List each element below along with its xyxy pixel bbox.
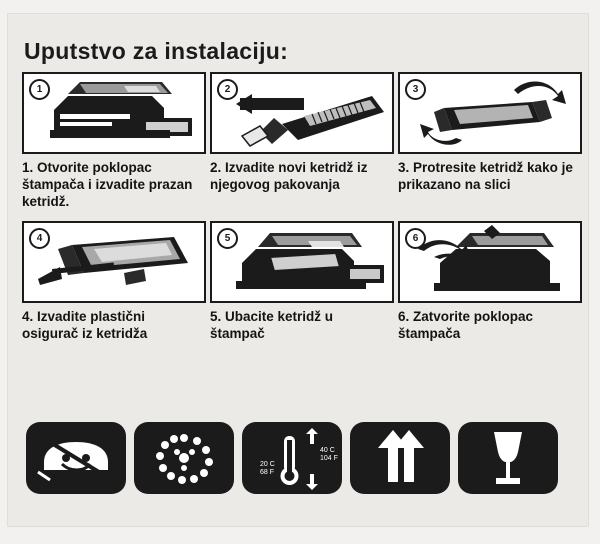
step-5 [210, 221, 390, 346]
this-side-up-icon [350, 422, 450, 494]
step-6-panel [398, 221, 582, 303]
no-direct-sunlight-icon [26, 422, 126, 494]
step-3-panel [398, 72, 582, 154]
step-4 [22, 221, 202, 346]
step-4-panel [22, 221, 206, 303]
printer-open-lid-icon [24, 74, 204, 152]
step-3-caption: 3. Protresite ketridž kako je prikazano na slici [398, 160, 573, 192]
steps-grid [22, 72, 578, 352]
step-1 [22, 72, 202, 215]
step-1-badge: 1 [29, 79, 50, 100]
step-2 [210, 72, 390, 215]
steps-row-top [22, 72, 578, 215]
step-3 [398, 72, 578, 215]
step-2-badge: 2 [217, 79, 238, 100]
fragile-handle-with-care-icon [458, 422, 558, 494]
svg-text:40 C: 40 C [320, 447, 335, 454]
svg-text:68 F: 68 F [260, 469, 275, 476]
step-2-panel [210, 72, 394, 154]
step-3-badge: 3 [405, 79, 426, 100]
page-title: Uputstvo za instalaciju: [24, 38, 289, 64]
step-6-badge: 6 [405, 228, 426, 249]
instruction-label [8, 14, 588, 526]
handling-symbols-strip [26, 422, 558, 494]
step-1-caption: 1. Otvorite poklopac štampača i izvadite prazan ketridž. [22, 160, 193, 209]
svg-text:20 C: 20 C [260, 461, 275, 468]
svg-text:104 F: 104 F [320, 455, 338, 462]
step-4-caption: 4. Izvadite plastični osigurač iz ketridža [22, 309, 148, 341]
step-2-caption: 2. Izvadite novi ketridž iz njegovog pakovanja [210, 160, 368, 192]
shake-cartridge-icon [400, 74, 580, 152]
step-5-badge: 5 [217, 228, 238, 249]
pull-plastic-seal-icon [24, 223, 204, 301]
step-1-panel [22, 72, 206, 154]
insert-cartridge-icon [212, 223, 392, 301]
step-6 [398, 221, 578, 346]
temperature-range-icon [242, 422, 342, 494]
steps-row-bottom [22, 221, 578, 346]
step-5-panel [210, 221, 394, 303]
cartridge-out-of-package-icon [212, 74, 392, 152]
close-lid-icon [400, 223, 580, 301]
step-5-caption: 5. Ubacite ketridž u štampač [210, 309, 334, 341]
step-4-badge: 4 [29, 228, 50, 249]
step-6-caption: 6. Zatvorite poklopac štampača [398, 309, 534, 341]
keep-dry-no-moisture-icon [134, 422, 234, 494]
